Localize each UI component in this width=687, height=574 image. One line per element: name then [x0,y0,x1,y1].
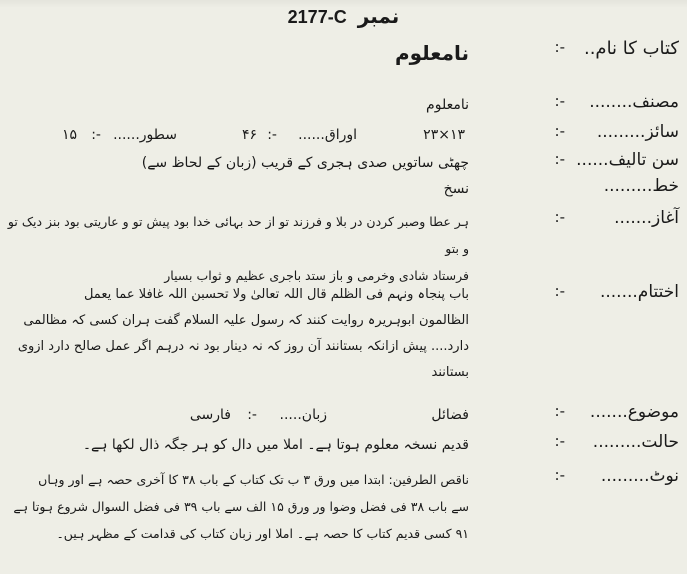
value-date: چھٹی ساتویں صدی ہجری کے قریب (زبان کے لحاظ سے) [141,155,469,171]
value-book-name: نامعلوم [394,41,469,65]
value-script: نسخ [443,181,469,197]
sep-condition: :- [554,432,565,450]
lines-value: ۱۵ [61,127,77,143]
sep-opening: :- [554,208,565,226]
label-author: مصنف........ [589,92,679,112]
header-number: 2177-C [287,7,347,27]
ending-line: باب پنجاہ ونہم فی الظلم قال اللہ تعالیٰ ولا تحسبن اللہ غافلا عما یعمل [83,287,469,302]
ending-line: دارد.... پیش ازانکہ بستانند آن روز کہ نہ دینار بود نہ درہم اگر عمل صالح دارد ازوی [17,339,469,354]
language-sep: :- [247,407,257,423]
label-ending: اختتام....... [599,282,679,302]
pages-sep: :- [267,127,277,143]
sep-note: :- [554,466,565,484]
opening-line: ہر عطا وصبر کردن در بلا و فرزند تو از حد بہائی خدا بود پیش تو و عاریتی بود بنز دیک تو و بتو [7,214,469,256]
label-opening: آغاز....... [614,208,679,228]
note-line: ناقص الطرفین: ابتدا میں ورق ۳ ب تک کتاب کے باب ۳۸ کا آخری حصہ ہے اور وہاں [38,472,469,487]
language-label: زبان..... [279,407,327,423]
label-note: نوٹ......... [600,466,679,486]
pages-value: ۴۶ [241,127,257,143]
value-note [5,466,469,547]
note-line: ۹۱ کسی قدیم کتاب کا حصہ ہے۔ املا اور زبان کتاب کی قدامت کے مظہر ہیں۔ [56,526,469,541]
value-subject: فضائل [431,407,469,423]
ending-line: بستانند [431,365,469,380]
value-condition: قدیم نسخہ معلوم ہوتا ہے۔ املا میں دال کو ہر جگہ ذال لکھا ہے۔ [82,437,469,453]
sep-date: :- [554,150,565,168]
opening-line: فرستاد شادی وخرمی و باز ستد باجری عظیم و ثواب بسیار [164,268,469,283]
sep-book-name: :- [554,38,565,56]
lines-sep: :- [91,127,101,143]
label-book-name: کتاب کا نام.. [583,38,679,59]
label-condition: حالت......... [592,432,679,452]
sep-subject: :- [554,402,565,420]
lines-label: سطور...... [113,127,177,143]
value-ending [5,282,469,386]
sep-author: :- [554,92,565,110]
label-size: سائز......... [596,122,679,142]
value-size-dimensions: ۱۳×۲۳ [423,127,465,143]
note-line: سے باب ۳۸ فی فضل وضوا ور ورق ۱۵ الف سے باب ۳۹ فی فضل السوال شروع ہوتا ہے [13,499,469,514]
label-date: سن تالیف...... [576,150,679,170]
sep-size: :- [554,122,565,140]
value-opening [5,208,469,289]
sep-ending: :- [554,282,565,300]
page-header [0,4,687,30]
header-title: نمبر [357,4,400,28]
value-author: نامعلوم [426,97,469,113]
label-script: خط......... [603,176,679,196]
label-subject: موضوع....... [589,402,679,422]
pages-label: اوراق...... [298,127,357,143]
ending-line: الظالمون ابوہریرہ روایت کنند کہ رسول علیہ السلام گفت ہران کسی کہ مظالمی [23,313,469,328]
language-value: فارسی [189,407,231,423]
